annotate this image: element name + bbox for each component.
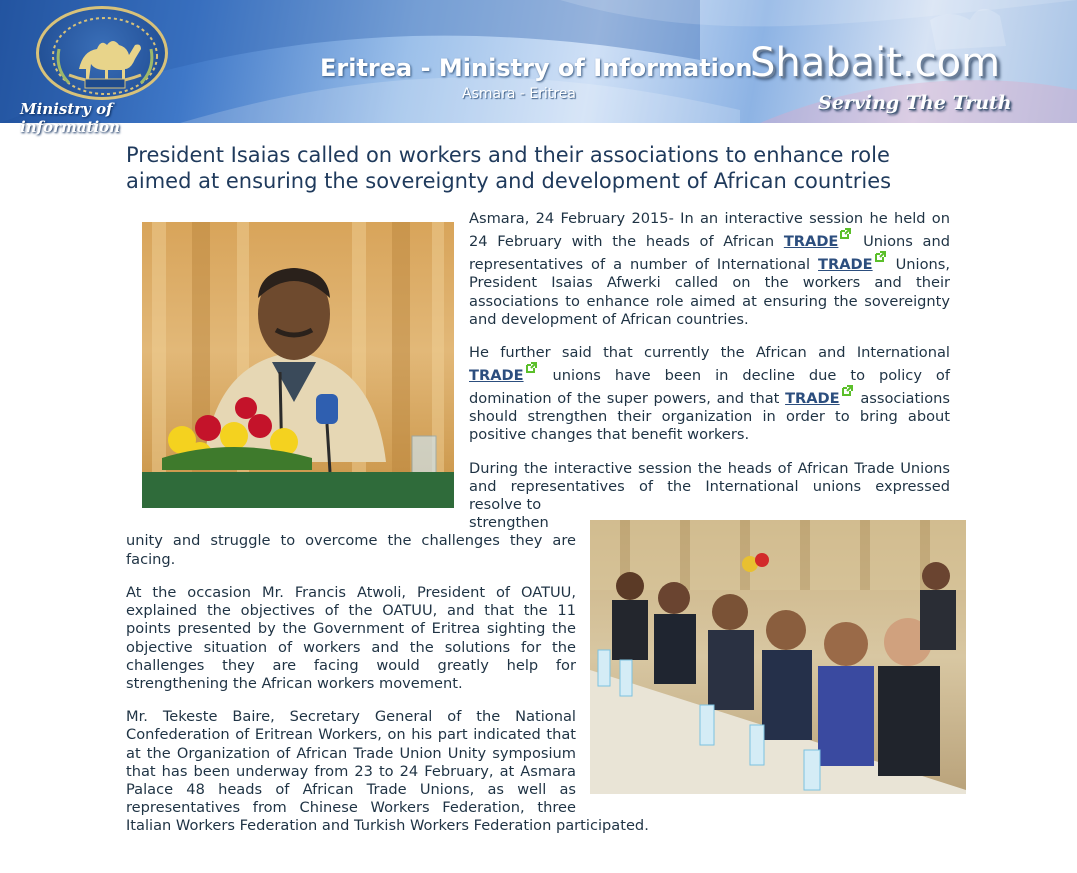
trade-link[interactable]: TRADE	[469, 367, 524, 384]
president-photo-illustration	[142, 222, 454, 508]
paragraph-1-text-c: Unions, President Isaias Afwerki called on the workers and their associations to enhance role aimed at ensuring the sovereignty and development of African countries.	[469, 256, 950, 328]
banner-subtitle: Asmara - Eritrea	[462, 86, 576, 102]
paragraph-2-text-b: unions have been in decline due to policy of domination of the super powers, and that	[469, 367, 950, 408]
trade-link[interactable]: TRADE	[783, 233, 839, 251]
site-logo-text[interactable]: Shabait.com	[750, 40, 1001, 86]
camel-emblem-icon	[39, 9, 171, 103]
president-photo	[142, 222, 454, 508]
site-tagline: Serving The Truth	[818, 92, 1012, 114]
article-headline: President Isaias called on workers and their associations to enhance role aimed at ensuring the sovereignty and development of African countries	[126, 143, 892, 193]
trade-link[interactable]: TRADE	[785, 390, 840, 408]
paragraph-1-text-a: Asmara, 24 February 2015- In an interactive session he held on 24 February with the heads of African	[469, 210, 950, 251]
paragraph-3-text-b: strengthen unity and struggle to overcome the challenges they are facing.	[126, 514, 576, 568]
ministry-script-text: Ministry of information	[20, 100, 121, 136]
paragraph-1-text-b: Unions and representatives of a number of International	[469, 233, 950, 274]
external-link-icon[interactable]	[841, 385, 853, 397]
article	[126, 142, 950, 851]
paragraph-4: At the occasion Mr. Francis Atwoli, President of OATUU, explained the objectives of the OATUU, and that the 11 points presented by the Government of Eritrea sighting the objective situation of workers and the solutions for the challenges they are facing would greatly help for strengthening the African workers movement.	[126, 583, 576, 692]
ministry-emblem[interactable]	[36, 6, 168, 100]
site-banner	[0, 0, 1077, 136]
external-link-icon[interactable]	[874, 251, 886, 263]
paragraph-5: Mr. Tekeste Baire, Secretary General of the National Confederation of Eritrean Workers, on his part indicated that at the Organization of African Trade Union Unity symposium that has been underway from 23 to 24 February, at Asmara Palace 48 heads of African Trade Unions, as well as representatives from Chinese Workers Federation, three Italian Workers Federation and Turkish Workers Federation participated.	[126, 708, 649, 835]
external-link-icon[interactable]	[839, 228, 851, 240]
conference-photo-illustration	[590, 520, 966, 794]
paragraph-3-text-a: During the interactive session the heads of African Trade Unions and representatives of the International unions expressed resolve to	[469, 459, 950, 514]
banner-title: Eritrea - Ministry of Information	[320, 54, 753, 82]
paragraph-2-text-c: associations should strengthen their organization in order to bring about positive changes that benefit workers.	[469, 390, 950, 444]
trade-link[interactable]: TRADE	[818, 256, 873, 274]
paragraph-2-text-a: He further said that currently the African and International	[469, 343, 950, 361]
conference-photo	[590, 520, 966, 794]
external-link-icon[interactable]	[525, 362, 537, 374]
